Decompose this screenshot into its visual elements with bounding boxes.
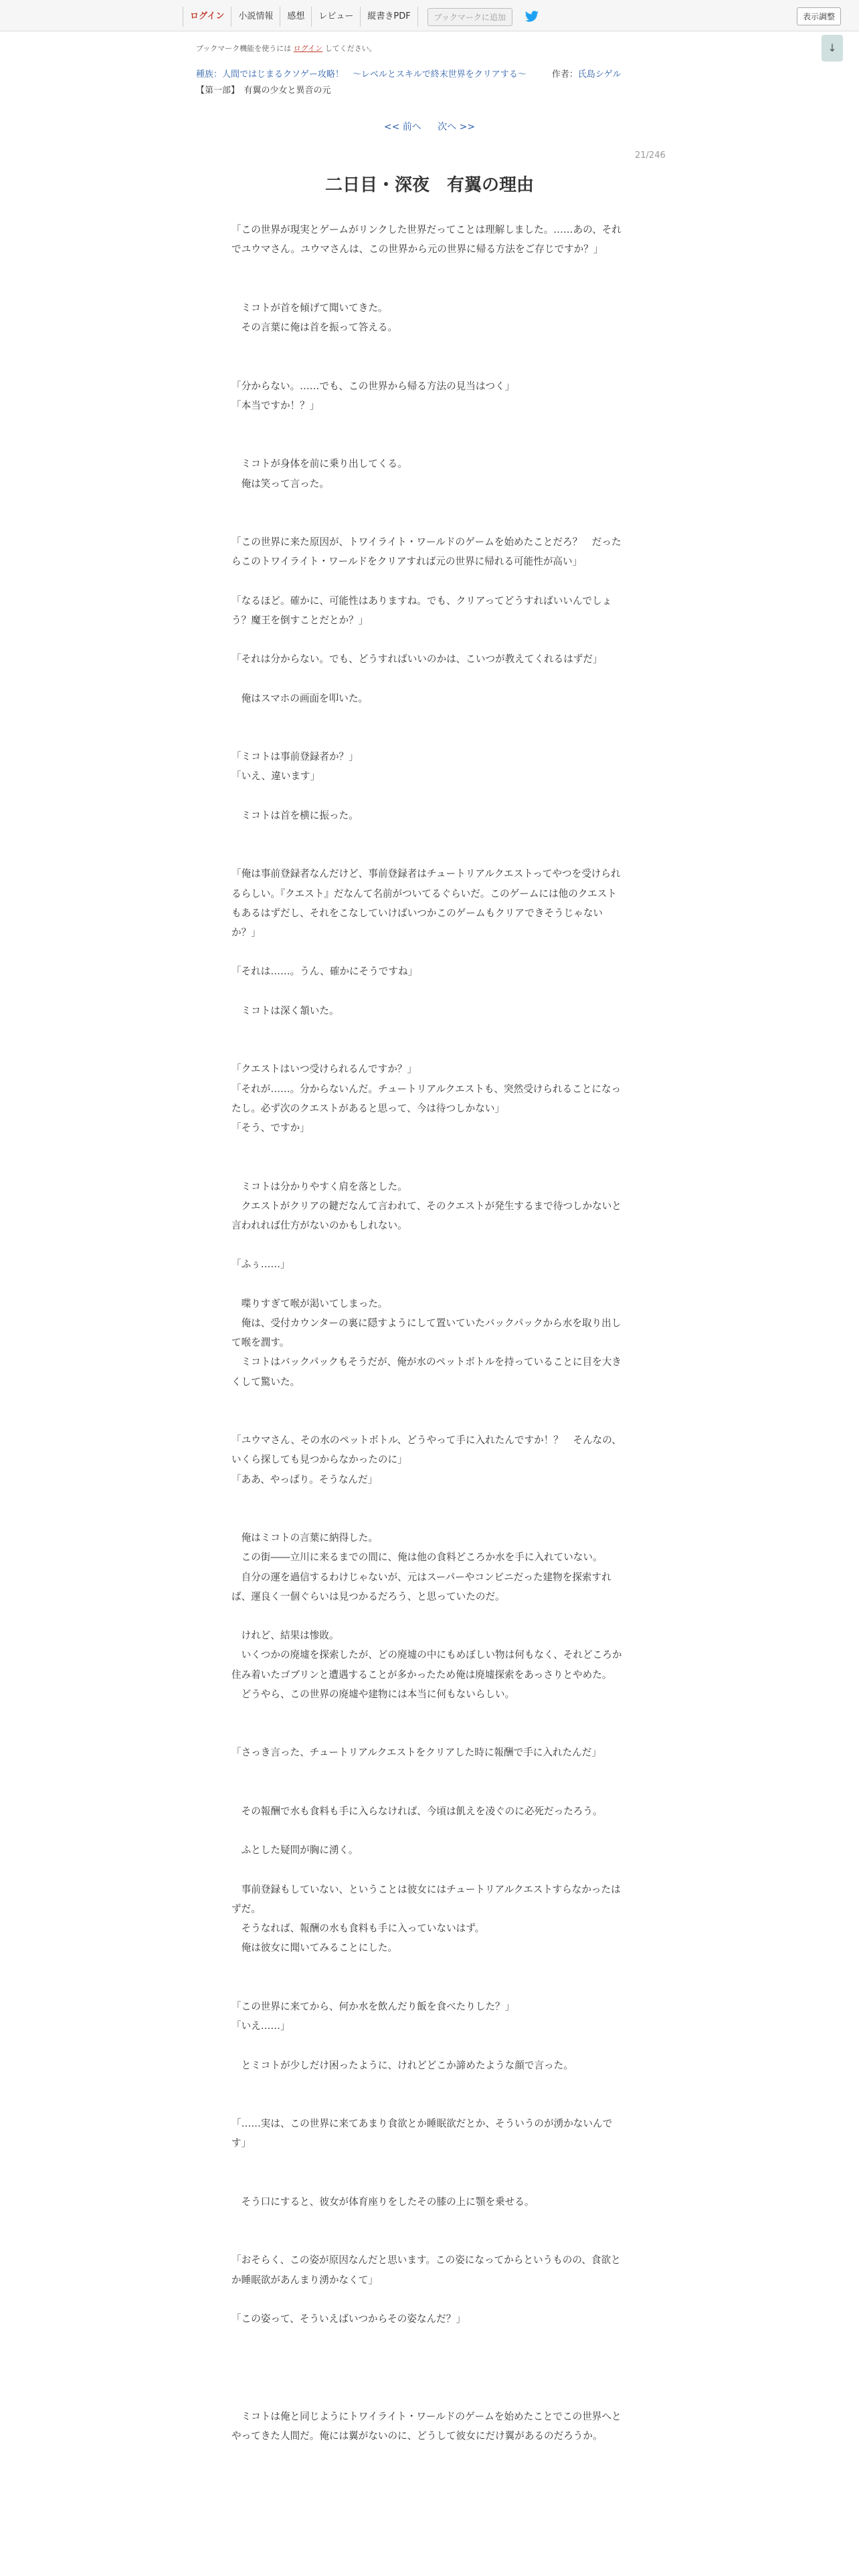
bookmark-notice-text: ブックマーク機能を使うには [196, 44, 292, 53]
blank-line [231, 2368, 626, 2387]
body-paragraph: そうなれば、報酬の水も食料も手に入っていないはず。 [231, 1923, 485, 1935]
blank-line [231, 2348, 626, 2367]
body-paragraph: 俺は彼女に聞いてみることにした。 [231, 1942, 398, 1954]
author-label: 作者： [551, 70, 578, 80]
blank-line [231, 1958, 626, 1977]
blank-line [231, 2212, 626, 2231]
body-paragraph: クエストがクリアの鍵だなんて言われて、そのクエストが発生するまで待つしかないと言われれば仕方がないのかもしれない。 [231, 1200, 622, 1232]
blank-line [231, 2290, 626, 2309]
blank-line [231, 279, 626, 298]
pager [0, 120, 859, 133]
body-paragraph: ミコトは分かりやすく肩を落とした。 [231, 1180, 407, 1192]
blank-line [231, 356, 626, 376]
body-paragraph: そう口にすると、彼女が体育座りをしたその膝の上に顎を乗せる。 [231, 2195, 535, 2208]
add-bookmark-button[interactable]: ブックマークに追加 [427, 8, 512, 26]
display-settings-button[interactable]: 表示調整 [797, 7, 841, 25]
body-paragraph: その言葉に俺は首を振って答える。 [231, 321, 398, 333]
blank-line [231, 494, 626, 513]
body-paragraph: 「おそらく、この姿が原因なんだと思います。この姿になってからというものの、食欲とか睡眠欲があんまり湧かなくて」 [231, 2254, 621, 2286]
blank-line [231, 1763, 626, 1782]
down-arrow-icon: ↓ [828, 41, 837, 54]
bookmark-notice [196, 43, 377, 53]
body-paragraph: その報酬で水も食料も手に入らなければ、今頃は飢えを凌ぐのに必死だったろう。 [231, 1805, 603, 1817]
body-paragraph: ミコトは俺と同じようにトワイライト・ワールドのゲームを始めたことでこの世界へとやってきた人間だ。俺には翼がないのに、どうして彼女にだけ翼があるのだろうか。 [231, 2410, 622, 2442]
body-paragraph: 「この姿って、そういえばいつからその姿なんだ？」 [231, 2313, 466, 2325]
blank-line [231, 1704, 626, 1723]
bookmark-notice-suffix: してください。 [324, 44, 377, 53]
series-title-link[interactable]: 種族：人間ではじまるクソゲー攻略！ ～レベルとスキルで終末世界をクリアする～ [196, 70, 527, 80]
blank-line [231, 1509, 626, 1528]
blank-line [231, 942, 626, 962]
blank-line [231, 1723, 626, 1743]
main-nav [183, 7, 539, 27]
blank-line [231, 2153, 626, 2172]
blank-line [231, 1157, 626, 1176]
body-paragraph: 「さっき言った、チュートリアルクエストをクリアした時に報酬で手に入れたんだ」 [231, 1747, 601, 1759]
body-paragraph: いくつかの廃墟を探索したが、どの廃墟の中にもめぼしい物は何もなく、それどころか住み着いたゴブリンと遭遇することが多かったため俺は廃墟探索をあっさりとやめた。 [231, 1649, 622, 1681]
blank-line [231, 2329, 626, 2348]
blank-line [231, 1977, 626, 1997]
body-paragraph: 「いえ、違います」 [231, 770, 320, 782]
review-link[interactable]: レビュー [312, 7, 361, 27]
body-paragraph: 「ユウマさん、その水のペットボトル、どうやって手に入れたんですか！？ そんなの、いくら探しても見つからなかったのに」 [231, 1434, 622, 1466]
blank-line [231, 845, 626, 864]
prev-page-link[interactable]: << 前へ [383, 122, 421, 132]
body-paragraph: 事前登録もしていない、ということは彼女にはチュートリアルクエストすらなかったはずだ。 [231, 1883, 621, 1915]
body-paragraph: 自分の運を過信するわけじゃないが、元はスーパーやコンビニだった建物を探索すれば、運良く一個ぐらいは見つかるだろう、と思っていたのだ。 [231, 1571, 611, 1602]
novel-body [231, 220, 626, 2446]
blank-line [231, 2231, 626, 2250]
body-paragraph: 「そう、ですか」 [231, 1122, 310, 1134]
body-paragraph: 「ミコトは事前登録者か？」 [231, 751, 359, 763]
blank-line [231, 513, 626, 532]
body-paragraph: ふとした疑問が胸に湧く。 [231, 1844, 359, 1856]
body-paragraph: 「本当ですか！？」 [231, 399, 320, 411]
blank-line [231, 1411, 626, 1430]
next-page-link[interactable]: 次へ >> [438, 122, 476, 132]
body-paragraph: 「ああ、やっぱり。そうなんだ」 [231, 1473, 378, 1485]
blank-line [231, 630, 626, 649]
body-paragraph: 「分からない。……でも、この世界から帰る方法の見当はつく」 [231, 380, 515, 392]
blank-line [231, 1021, 626, 1040]
blank-line [231, 982, 626, 1001]
body-paragraph: 「それは分からない。でも、どうすればいいのかは、こいつが教えてくれるはずだ」 [231, 653, 603, 665]
blank-line [231, 1606, 626, 1626]
body-paragraph: ミコトは深く頷いた。 [231, 1004, 339, 1016]
blank-line [231, 1489, 626, 1509]
login-link[interactable]: ログイン [183, 7, 231, 27]
body-paragraph: ミコトが首を傾げて聞いてきた。 [231, 302, 388, 314]
blank-line [231, 337, 626, 356]
body-paragraph: 「この世界に来てから、何か水を飲んだり飯を食べたりした？」 [231, 2000, 515, 2012]
body-paragraph: 「この世界が現実とゲームがリンクした世界だってことは理解しました。……あの、それでユウマさん。ユウマさんは、この世界から元の世界に帰る方法をご存じですか？」 [231, 224, 622, 255]
blank-line [231, 2036, 626, 2055]
blank-line [231, 669, 626, 689]
blank-line [231, 259, 626, 278]
blank-line [231, 1860, 626, 1880]
blank-line [231, 1821, 626, 1840]
page-count: 21/246 [635, 150, 666, 160]
body-paragraph: 「それは……。うん、確かにそうですね」 [231, 966, 418, 978]
body-paragraph: けれど、結果は惨敗。 [231, 1630, 339, 1642]
chapter-title: 【第一部】 有翼の少女と異音の元 [196, 86, 331, 96]
novel-info-link[interactable]: 小説情報 [231, 7, 280, 27]
body-paragraph: ミコトはバックパックもそうだが、俺が水のペットボトルを持っていることに目を大きくして驚いた。 [231, 1356, 622, 1388]
episode-title: 二日目・深夜 有翼の理由 [324, 175, 534, 195]
blank-line [231, 728, 626, 747]
blank-line [231, 1275, 626, 1294]
blank-line [231, 1040, 626, 1059]
body-paragraph: 「なるほど。確かに、可能性はありますね。でも、クリアってどうすればいいんでしょう？魔王を倒すことだとか？」 [231, 595, 612, 626]
body-paragraph: 「この世界に来た原因が、トワイライト・ワールドのゲームを始めたことだろ？ だったらこのトワイライト・ワールドをクリアすれば元の世界に帰れる可能性が高い」 [231, 536, 622, 568]
blank-line [231, 2387, 626, 2407]
body-paragraph: 「いえ……」 [231, 2020, 290, 2032]
twitter-bird-icon[interactable] [524, 9, 539, 24]
body-paragraph: 俺はミコトの言葉に納得した。 [231, 1532, 378, 1544]
body-paragraph: ミコトは首を横に振った。 [231, 809, 359, 821]
blank-line [231, 1782, 626, 1802]
body-paragraph: 「ふぅ……」 [231, 1259, 290, 1271]
blank-line [231, 435, 626, 454]
blank-line [231, 1138, 626, 1157]
blank-line [231, 2095, 626, 2114]
blank-line [231, 2075, 626, 2095]
body-paragraph: 「俺は事前登録者なんだけど、事前登録者はチュートリアルクエストってやつを受けられるらしい。『クエスト』だなんて名前がついてるぐらいだ。このゲームには他のクエストもあるはずだし、それをこなしていけばいつかこのゲームもクリアできそうじゃないか？」 [231, 868, 621, 939]
body-paragraph: 「……実は、この世界に来てあまり食欲とか睡眠欲だとか、そういうのが湧かないんです」 [231, 2118, 613, 2149]
blank-line [231, 825, 626, 845]
blank-line [231, 1235, 626, 1255]
vertical-pdf-link[interactable]: 縦書きPDF [361, 7, 417, 27]
body-paragraph: どうやら、この世界の廃墟や建物には本当に何もないらしい。 [231, 1688, 515, 1700]
blank-line [231, 1392, 626, 1411]
blank-line [231, 786, 626, 806]
body-paragraph: 「クエストはいつ受けられるんですか？」 [231, 1063, 417, 1075]
top-nav-bar [0, 0, 859, 31]
blank-line [231, 2173, 626, 2192]
series-info [196, 67, 621, 80]
blank-line [231, 415, 626, 435]
author-link[interactable]: 氏島シゲル [577, 70, 622, 80]
impressions-link[interactable]: 感想 [280, 7, 312, 27]
scroll-down-button[interactable] [822, 35, 843, 62]
blank-line [231, 708, 626, 728]
body-paragraph: ミコトが身体を前に乗り出してくる。 [231, 458, 407, 470]
body-paragraph: この街――立川に来るまでの間に、俺は他の食料どころか水を手に入れていない。 [231, 1551, 603, 1564]
body-paragraph: 俺はスマホの画面を叩いた。 [231, 692, 369, 704]
body-paragraph: とミコトが少しだけ困ったように、けれどどこか諦めたような顔で言った。 [231, 2059, 573, 2071]
blank-line [231, 572, 626, 591]
body-paragraph: 俺は笑って言った。 [231, 477, 329, 490]
bookmark-login-link[interactable]: ログイン [293, 44, 323, 53]
body-paragraph: 喋りすぎて喉が渇いてしまった。 [231, 1297, 388, 1309]
body-paragraph: 俺は、受付カウンターの裏に隠すようにして置いていたバックパックから水を取り出して喉を潤す。 [231, 1317, 622, 1349]
body-paragraph: 「それが……。分からないんだ。チュートリアルクエストも、突然受けられることになったし。必ず次のクエストがあると思って、今は待つしかない」 [231, 1083, 622, 1114]
